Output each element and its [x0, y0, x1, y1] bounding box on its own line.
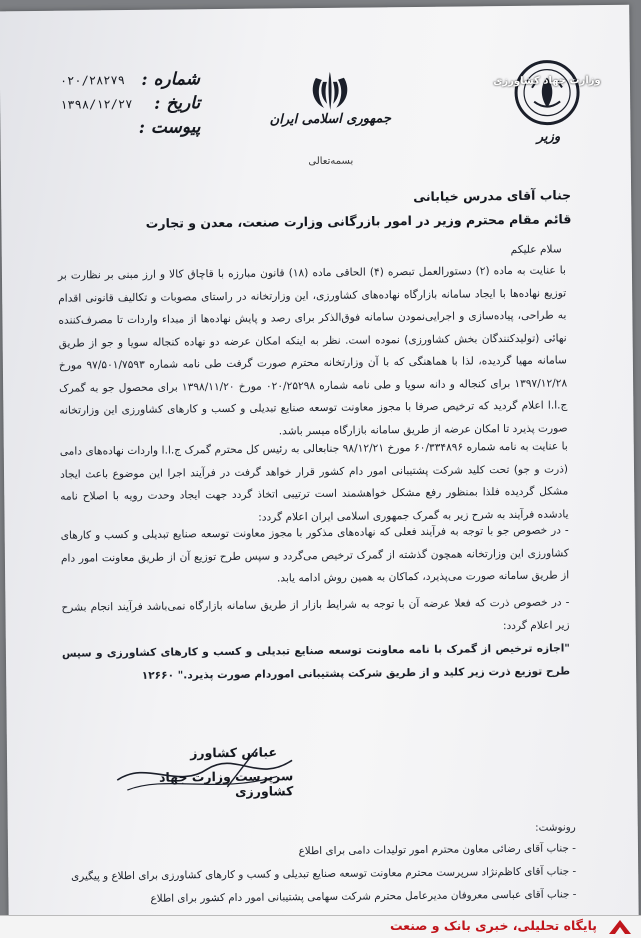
ministry-logo — [493, 57, 601, 128]
number-label: شماره : — [141, 69, 201, 90]
body-paragraph-3: - در خصوص جو با توجه به فرآیند فعلی که نهاده‌های مذکور با مجوز معاونت توسعه صنایع تبدیلی و کسب و کارهای کشاورزی این وزارتخانه همچون گذشته از گمرک ترخیص می‌گردد و سپس طرح توزیع آن از طریق معاونت امور دام از طریق سامانه صورت می‌پذیرد، کماکان به همین روش ادامه یابد. — [60, 524, 570, 585]
signer-name: عباس کشاورز — [190, 744, 278, 761]
ministry-caption: وزیر — [536, 129, 561, 145]
cc-item: - جناب آقای رضائی معاون محترم امور تولیدات دامی برای اطلاع — [298, 842, 577, 858]
letter-meta — [60, 67, 201, 140]
body-paragraph-4: - در خصوص ذرت که فعلا عرضه آن با توجه به شرایط بازار از طریق سامانه بازارگاه نمی‌باشد فرآیند انجام بشرح زیر اعلام گردد: — [61, 596, 570, 632]
cc-item: - جناب آقای کاظم‌نژاد سرپرست محترم معاونت توسعه صنایع تبدیلی و کسب و کارهای کشاورزی برای اطلاع و پیگیری — [70, 865, 577, 883]
letter-sheet — [0, 5, 639, 934]
site-logo-icon — [607, 918, 633, 936]
greeting: سلام علیکم — [510, 243, 562, 256]
signer-title: سرپرست وزارت جهاد کشاورزی — [158, 768, 294, 799]
cc-list — [36, 837, 577, 912]
bismillah: بسمه‌تعالی — [308, 155, 354, 168]
cc-heading: رونوشت: — [534, 821, 576, 834]
cc-item: - جناب آقای عباسی معروفان مدیرعامل محترم شرکت سهامی پشتیبانی امور دام کشور برای اطلاع — [150, 888, 577, 905]
ministry-emblem-icon — [512, 57, 583, 128]
attachment-label: پیوست : — [138, 117, 201, 138]
number-value: ۰۲۰/۲۸۲۷۹ — [59, 73, 126, 88]
ministry-ring-text: وزارت جهاد کشاورزی — [493, 75, 601, 88]
addressee-name: جناب آقای مدرس خیابانی — [413, 187, 572, 204]
body-paragraph-2: با عنایت به نامه شماره ۶۰/۳۳۴۸۹۶ مورخ ۹۸/۱۲/۲۱ جنابعالی به رئیس کل محترم گمرک ج.ا.ا واردات نهاده‌های دامی (ذرت و جو) تحت کلید شرکت پشتیبانی امور دام کشور قرار خواهد گرفت در فرآیند اجرا این موضوع باعث ایجاد مشکل گردیده فلذا بمنظور رفع مشکل خواهشمند است ترتیبی اتخاذ گردد جهت ایجاد وحدت رویه با اصلاح نامه یادشده فرآیند به شرح زیر به گمرک جمهوری اسلامی ایران اعلام گردد: — [59, 440, 569, 524]
state-emblem — [306, 68, 354, 115]
body-quote: "اجازه ترخیص از گمرک با نامه معاونت توسعه صنایع تبدیلی و کسب و کارهای کشاورزی و سپس طرح توزیع ذرت زیر کلید و از طریق شرکت پشتیبانی اموردام صورت پذیرد." ۱۲۶۶۰ — [61, 642, 571, 682]
date-value: ۱۳۹۸/۱۲/۲۷ — [60, 96, 133, 112]
date-label: تاریخ : — [154, 93, 201, 114]
addressee-title: قائم مقام محترم وزیر در امور بازرگانی وزارت صنعت، معدن و تجارت — [145, 211, 572, 231]
watermark-bar — [0, 915, 641, 938]
signature-block — [107, 738, 308, 800]
state-caption: جمهوری اسلامی ایران — [269, 111, 392, 128]
allah-emblem-icon — [306, 68, 354, 115]
watermark-text: پایگاه تحلیلی، خبری بانک و صنعت — [389, 918, 597, 933]
body-paragraph-1: با عنایت به ماده (۲) دستورالعمل تبصره (۴) الحاقی ماده (۱۸) قانون مبارزه با قاچاق کالا و ارز مبنی بر نظارت بر توزیع نهاده‌ها با ایجاد سامانه بازارگاه نهاده‌های کشاورزی، این وزارتخانه در راستای مصوبات و تکالیف قانونی اقدام به طراحی، پیاده‌سازی و اجرایی‌نمودن سامانه فوق‌الذکر برای رصد و پایش نهاده‌ها از مبداء واردات تا مصرف‌کننده نهائی (تولیدکنندگان بخش کشاورزی) نموده است. نظر به اینکه امکان عرضه دو نهاده کنجاله سویا و جو از طریق سامانه مهیا گردیده، لذا با هماهنگی که با آن وزارتخانه محترم صورت گرفت طی نامه شماره ۹۷/۵۰۱/۷۵۹۳ مورخ ۱۳۹۷/۱۲/۲۸ برای کنجاله و دانه سویا و طی نامه شماره ۰۲۰/۲۵۲۹۸ مورخ ۱۳۹۸/۱۱/۲۰ برای محصول جو به گمرک ج.ا.ا اعلام گردید که ترخیص صرفا با مجوز معاونت توسعه صنایع تبدیلی و کسب و کارهای کشاورزی این وزارتخانه صورت پذیرد تا امکان عرضه از طریق سامانه بازارگاه میسر باشد. — [57, 264, 568, 437]
handwritten-signature-icon — [107, 738, 308, 800]
